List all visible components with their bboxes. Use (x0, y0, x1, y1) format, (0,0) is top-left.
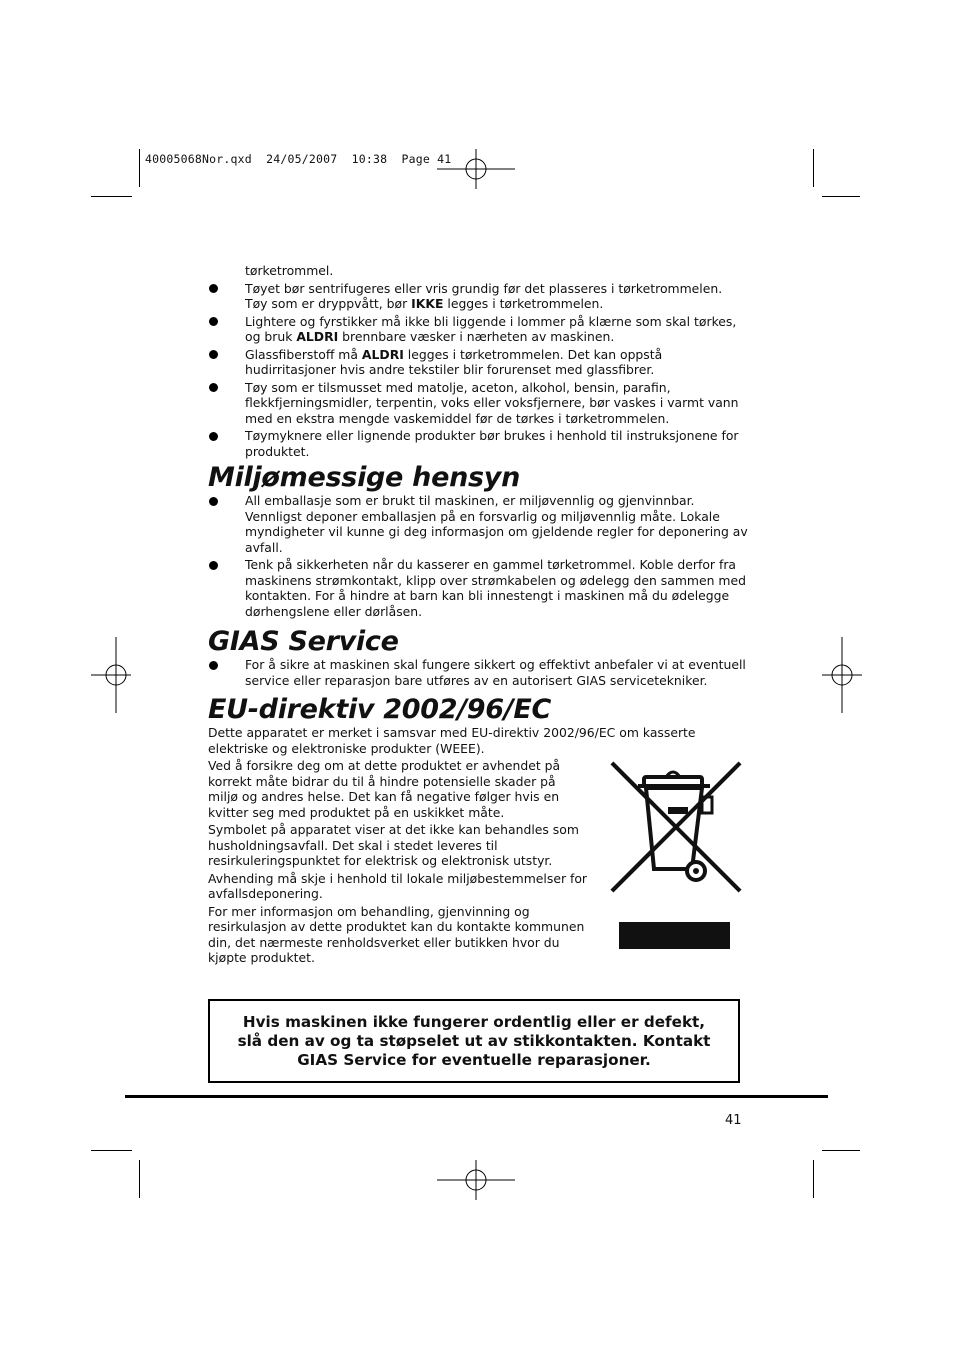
list-item-text: Tøymyknere eller lignende produkter bør brukes i henhold til instruksjonene for produktet. (245, 428, 739, 459)
list-item (208, 347, 748, 378)
emphasis-text: IKKE (411, 296, 444, 311)
list-item (208, 428, 748, 459)
registration-mark-icon (437, 149, 515, 189)
bullet-dot-icon (209, 661, 218, 670)
crop-mark (139, 149, 140, 187)
list-item-text: Tøyet bør sentrifugeres eller vris grundig før det plasseres i tørketrommelen. Tøy som er dryppvått, bør (245, 280, 723, 311)
bullet-dot-icon (209, 383, 218, 392)
crop-mark (822, 1150, 860, 1151)
crop-mark (139, 1160, 140, 1198)
crop-mark (91, 1150, 132, 1151)
environment-bullet-list (208, 493, 748, 619)
eu-paragraph: For mer informasjon om behandling, gjenvinning og resirkulasjon av dette produktet kan du kontakte kommunen din, det nærmeste renholdsverket eller butikken hvor du kjøpte produktet. (208, 903, 585, 965)
page-content (208, 263, 748, 968)
continuation-text: tørketrommel. (245, 263, 334, 278)
list-item (208, 380, 748, 427)
list-item-text: legges i tørketrommelen. (443, 296, 604, 311)
crop-mark (822, 196, 860, 197)
warning-notice-text: Hvis maskinen ikke fungerer ordentlig eller er defekt, slå den av og ta støpselet ut av stikkontakten. Kontakt GIAS Service for eventuelle reparasjoner. (237, 1012, 711, 1069)
list-item-text: Tenk på sikkerheten når du kasserer en gammel tørketrommel. Koble derfor fra maskinens strømkontakt, klipp over strømkabelen og ødelegg den sammen med kontakten. For å hindre at barn kan bli innestengt i maskinen må du ødelegge dørhengslene eller dørlåsen. (245, 557, 746, 619)
list-item (208, 493, 748, 555)
crop-mark (813, 149, 814, 187)
bullet-dot-icon (209, 432, 218, 441)
page-number: 41 (725, 1113, 742, 1128)
list-item (208, 557, 748, 619)
list-item-text: Lightere og fyrstikker må ikke bli liggende i lommer på klærne som skal tørkes, og bruk (245, 313, 737, 344)
list-item-text: Tøy som er tilsmusset med matolje, aceton, alkohol, bensin, parafin, flekkfjerningsmidler, terpentin, voks eller voksfjernere, bør vaskes i varmt vann med en ekstra mengde vaskemiddel før de tørkes i tørketrommelen. (245, 379, 739, 426)
list-item (208, 314, 748, 345)
weee-marking-bar (619, 922, 730, 949)
emphasis-text: ALDRI (296, 329, 339, 344)
eu-paragraph: Ved å forsikre deg om at dette produktet er avhendet på korrekt måte bidrar du til å hindre potensielle skader på miljø og andres helse. Det kan få negative følger hvis en kvitter seg med produktet på en uskikket måte. (208, 758, 561, 820)
bullet-dot-icon (209, 284, 218, 293)
section-heading-miljo: Miljømessige hensyn (208, 462, 521, 493)
eu-intro-paragraph: Dette apparatet er merket i samsvar med EU-direktiv 2002/96/EC om kasserte elektriske og elektroniske produkter (WEEE). (208, 725, 696, 756)
bullet-dot-icon (209, 497, 218, 506)
file-slug: 40005068Nor.qxd 24/05/2007 10:38 Page 41 (145, 152, 452, 166)
list-item-text: Glassfiberstoff må (245, 346, 362, 362)
eu-paragraphs (208, 758, 588, 966)
list-item-text: brennbare væsker i nærheten av maskinen. (338, 329, 615, 344)
service-bullet-list (208, 657, 748, 688)
footer-rule (125, 1095, 828, 1098)
bullet-dot-icon (209, 561, 218, 570)
registration-mark-icon (437, 1160, 515, 1200)
eu-directive-body (208, 725, 748, 966)
section-heading-gias: GIAS Service (208, 626, 399, 657)
list-item (208, 281, 748, 312)
list-item (208, 657, 748, 688)
registration-mark-icon (91, 637, 131, 713)
crossed-out-wheelie-bin-icon (608, 759, 744, 895)
warning-notice-box (208, 999, 740, 1083)
crop-mark (813, 1160, 814, 1198)
eu-paragraph: Symbolet på apparatet viser at det ikke kan behandles som husholdningsavfall. Det skal i stedet leveres til resirkuleringspunktet for elektrisk og elektronisk utstyr. (208, 822, 579, 868)
emphasis-text: ALDRI (361, 346, 404, 362)
safety-bullet-list (208, 281, 748, 460)
list-item-text: legges i tørketrommelen. Det kan oppstå hudirritasjoner hvis andre tekstiler blir forurenset med glassfibrer. (245, 346, 663, 377)
bullet-dot-icon (209, 317, 218, 326)
registration-mark-icon (822, 637, 862, 713)
bullet-dot-icon (209, 350, 218, 359)
eu-paragraph: Avhending må skje i henhold til lokale miljøbestemmelser for avfallsdeponering. (208, 870, 588, 901)
crop-mark (91, 196, 132, 197)
list-item-text: For å sikre at maskinen skal fungere sikkert og effektivt anbefaler vi at eventuell service eller reparasjon bare utføres av en autorisert GIAS servicetekniker. (245, 657, 746, 688)
list-item-text: All emballasje som er brukt til maskinen, er miljøvennlig og gjenvinnbar. Vennligst deponer emballasjen på en forsvarlig og miljøvennlig måte. Lokale myndigheter vil kunne gi deg informasjon om gjeldende regler for deponering av avfall. (245, 493, 748, 555)
section-heading-eu: EU-direktiv 2002/96/EC (208, 694, 552, 725)
